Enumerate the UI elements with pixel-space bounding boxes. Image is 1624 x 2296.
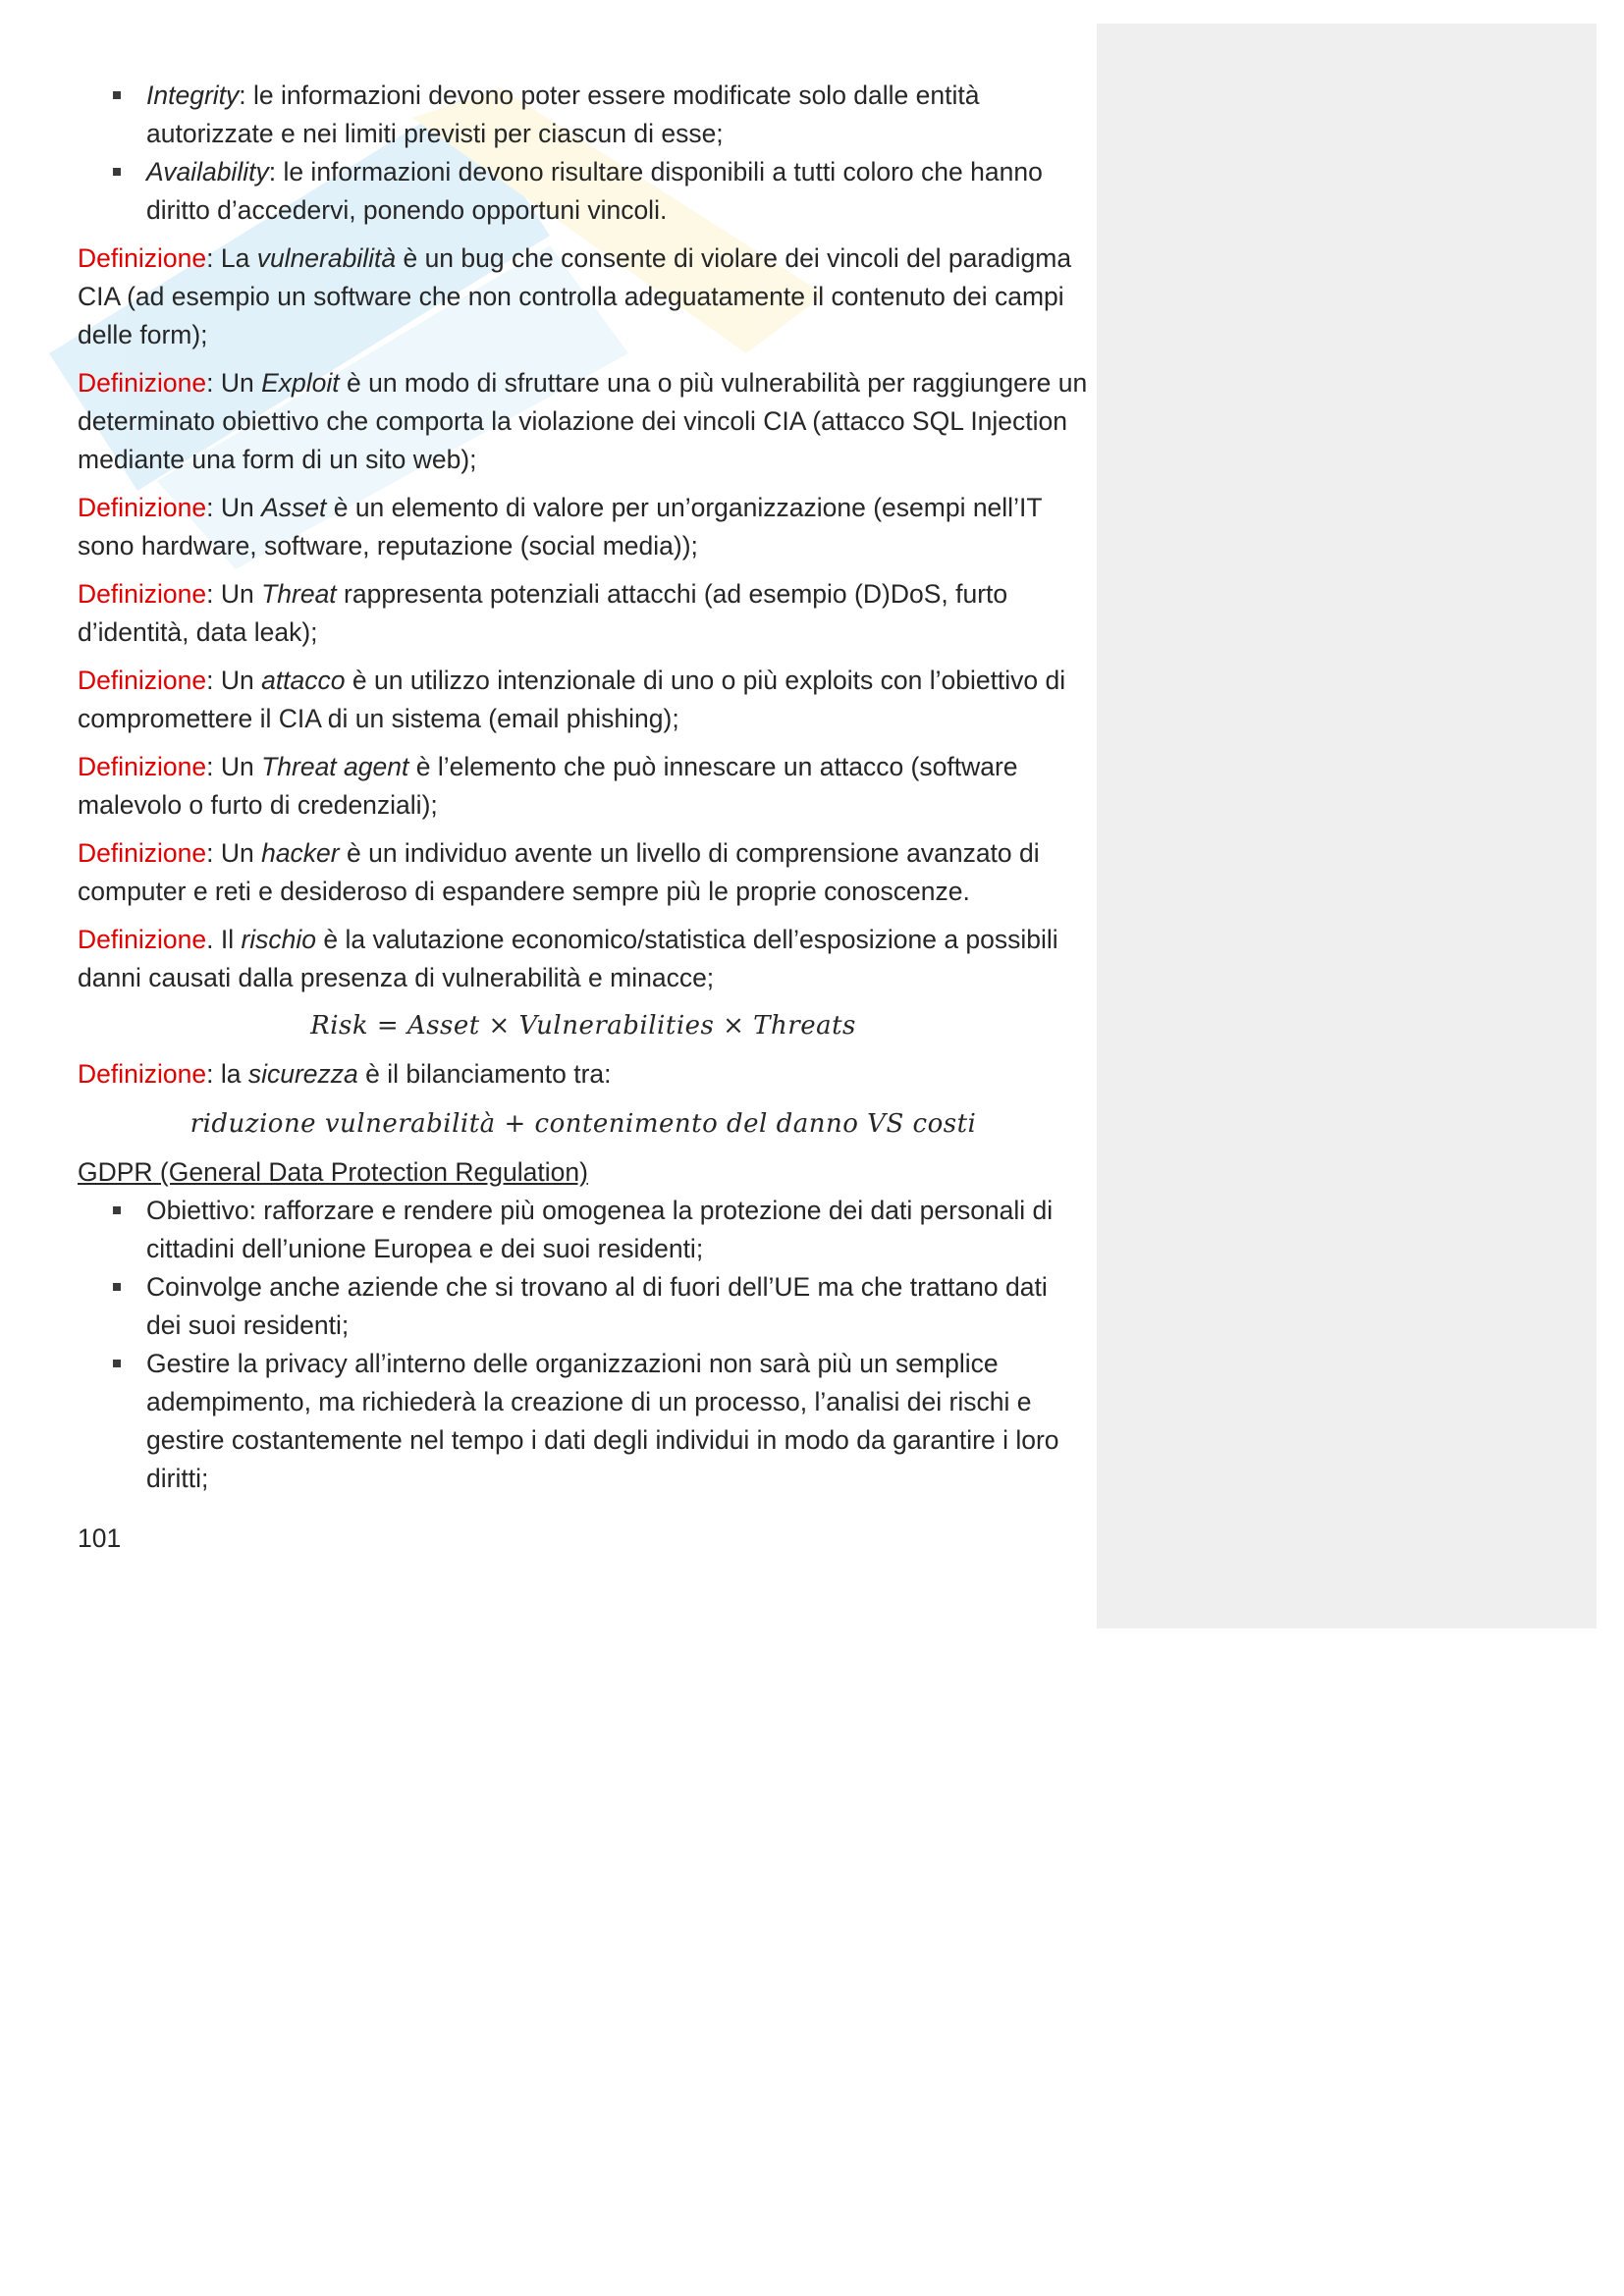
definition-term: rischio — [241, 925, 317, 954]
definition-paragraph — [78, 1055, 1089, 1094]
list-item — [78, 1268, 1089, 1345]
margin-panel — [1097, 24, 1597, 1629]
square-bullet-icon — [113, 91, 121, 99]
list-item — [78, 1345, 1089, 1498]
definition-lead: : la — [206, 1059, 248, 1089]
definition-term: Asset — [261, 493, 327, 522]
gdpr-item-text: Gestire la privacy all’interno delle organizzazioni non sarà più un semplice adempimento, ma richiederà la creazione di un processo, l’analisi dei rischi e gestire costantemente nel tempo i dati degli individui in modo da garantire i loro diritti; — [146, 1349, 1059, 1493]
risk-formula: Risk = Asset × Vulnerabilities × Threats — [310, 1011, 856, 1041]
bullet-text: : le informazioni devono risultare disponibili a tutti coloro che hanno diritto d’accedervi, ponendo opportuni vincoli. — [146, 157, 1043, 225]
cia-bullet-list — [78, 77, 1089, 230]
definition-label: Definizione — [78, 666, 207, 695]
definition-text: è un individuo avente un livello di comprensione avanzato di computer e reti e desideroso di espandere sempre più le proprie conoscenze. — [78, 838, 1040, 906]
definition-lead: . Il — [206, 925, 242, 954]
definition-paragraph — [78, 489, 1089, 565]
definition-text: è un elemento di valore per un’organizzazione (esempi nell’IT sono hardware, software, reputazione (social media)); — [78, 493, 1043, 561]
list-item — [78, 77, 1089, 153]
definition-term: Exploit — [261, 368, 340, 398]
definition-label: Definizione — [78, 925, 207, 954]
square-bullet-icon — [113, 1206, 121, 1214]
definition-label: Definizione — [78, 243, 207, 273]
definition-paragraph — [78, 662, 1089, 738]
definition-lead: : Un — [206, 752, 262, 781]
bullet-text: : le informazioni devono poter essere modificate solo dalle entità autorizzate e nei limiti previsti per ciascun di esse; — [146, 80, 980, 148]
definition-label: Definizione — [78, 579, 207, 609]
definition-paragraph — [78, 240, 1089, 354]
definition-paragraph — [78, 575, 1089, 652]
list-item — [78, 1192, 1089, 1268]
definition-lead: : Un — [206, 579, 262, 609]
definition-term: attacco — [261, 666, 346, 695]
bullet-term: Availability — [146, 157, 269, 187]
definition-paragraph — [78, 834, 1089, 911]
gdpr-item-text: Obiettivo: rafforzare e rendere più omogenea la protezione dei dati personali di cittadini dell’unione Europea e dei suoi residenti; — [146, 1196, 1054, 1263]
page-number: 101 — [78, 1523, 122, 1553]
definition-lead: : Un — [206, 666, 262, 695]
gdpr-section-title: GDPR (General Data Protection Regulation) — [78, 1157, 588, 1187]
definition-lead: : Un — [206, 493, 262, 522]
definition-paragraph — [78, 748, 1089, 825]
square-bullet-icon — [113, 1360, 121, 1367]
page-content — [78, 77, 1089, 1558]
definition-term: sicurezza — [247, 1059, 358, 1089]
definition-term: Threat agent — [261, 752, 409, 781]
definition-lead: : Un — [206, 838, 262, 868]
definition-label: Definizione — [78, 368, 207, 398]
bullet-term: Integrity — [146, 80, 240, 110]
gdpr-item-text: Coinvolge anche aziende che si trovano al di fuori dell’UE ma che trattano dati dei suoi residenti; — [146, 1272, 1048, 1340]
definition-paragraph — [78, 364, 1089, 479]
security-formula: riduzione vulnerabilità + contenimento del danno VS costi — [189, 1109, 977, 1139]
definition-term: Threat — [261, 579, 337, 609]
gdpr-bullet-list — [78, 1192, 1089, 1498]
definition-paragraph — [78, 921, 1089, 997]
definition-text: è l’elemento che può innescare un attacco (software malevolo o furto di credenziali); — [78, 752, 1018, 820]
definition-lead: : La — [206, 243, 257, 273]
definition-label: Definizione — [78, 752, 207, 781]
square-bullet-icon — [113, 168, 121, 176]
definition-text: rappresenta potenziali attacchi (ad esempio (D)DoS, furto d’identità, data leak); — [78, 579, 1008, 647]
definition-text: è il bilanciamento tra: — [357, 1059, 612, 1089]
definition-text: è un modo di sfruttare una o più vulnerabilità per raggiungere un determinato obiettivo che comporta la violazione dei vincoli CIA (attacco SQL Injection mediante una form di un sito web); — [78, 368, 1088, 474]
list-item — [78, 153, 1089, 230]
definition-text: è un bug che consente di violare dei vincoli del paradigma CIA (ad esempio un software che non controlla adeguatamente il contenuto dei campi delle form); — [78, 243, 1072, 349]
definition-term: vulnerabilità — [256, 243, 397, 273]
square-bullet-icon — [113, 1283, 121, 1291]
definition-text: è un utilizzo intenzionale di uno o più exploits con l’obiettivo di compromettere il CIA di un sistema (email phishing); — [78, 666, 1066, 733]
definition-text: è la valutazione economico/statistica dell’esposizione a possibili danni causati dalla presenza di vulnerabilità e minacce; — [78, 925, 1058, 992]
definition-term: hacker — [261, 838, 340, 868]
definition-label: Definizione — [78, 838, 207, 868]
definition-lead: : Un — [206, 368, 262, 398]
definition-label: Definizione — [78, 1059, 207, 1089]
definition-label: Definizione — [78, 493, 207, 522]
